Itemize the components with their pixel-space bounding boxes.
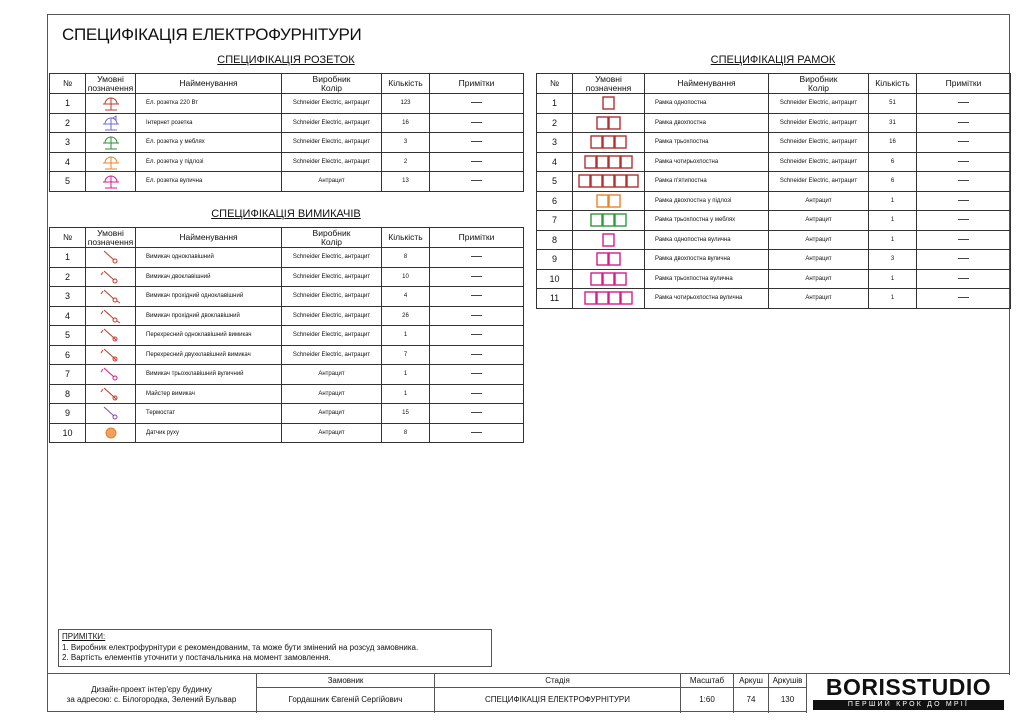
row-notes xyxy=(430,384,524,404)
table-row xyxy=(537,94,1011,114)
row-name: Ел. розетка 220 Вт xyxy=(136,94,282,114)
row-notes xyxy=(430,113,524,133)
power-socket-icon xyxy=(86,95,135,111)
row-maker: Антрацит xyxy=(769,230,869,250)
row-qty: 16 xyxy=(869,133,917,153)
row-name: Ел. розетка у підлозі xyxy=(136,152,282,172)
stamp-sheet xyxy=(734,674,769,713)
table-row xyxy=(537,191,1011,211)
empty-note-dash xyxy=(471,432,482,433)
empty-note-dash xyxy=(958,161,969,162)
row-qty: 6 xyxy=(869,172,917,192)
table-row xyxy=(50,345,524,365)
empty-note-dash xyxy=(471,295,482,296)
row-num: 2 xyxy=(537,113,573,133)
frames-section-title: СПЕЦИФІКАЦІЯ РАМОК xyxy=(710,54,836,66)
col-notes: Примітки xyxy=(917,74,1011,94)
frame-2-outdoor-icon xyxy=(573,252,644,266)
row-name: Рамка трьохпостна у меблях xyxy=(645,211,769,231)
stamp-sheets xyxy=(769,674,807,713)
stamp-scale xyxy=(681,674,734,713)
col-symbol: Умовні позначення xyxy=(573,74,645,94)
row-maker: Schneider Electric, антрацит xyxy=(282,133,382,153)
note-item-1: 1. Виробник електрофурнітури є рекомендованим, та може бути змінений на розсуд замовника. xyxy=(62,642,419,652)
row-notes xyxy=(430,306,524,326)
row-maker: Schneider Electric, антрацит xyxy=(282,326,382,346)
row-num: 4 xyxy=(50,306,86,326)
row-name: Вимикач двоклавішний xyxy=(136,267,282,287)
empty-note-dash xyxy=(958,102,969,103)
empty-note-dash xyxy=(958,278,969,279)
empty-note-dash xyxy=(471,141,482,142)
row-maker: Schneider Electric, антрацит xyxy=(282,94,382,114)
row-qty: 1 xyxy=(869,211,917,231)
sockets-table xyxy=(49,73,524,192)
note-item-2: 2. Вартість елементів уточнити у постачальника на момент замовлення. xyxy=(62,653,331,662)
master-switch-icon xyxy=(86,386,135,402)
row-symbol xyxy=(86,267,136,287)
row-notes xyxy=(917,230,1011,250)
notes-box xyxy=(58,629,492,667)
row-maker: Schneider Electric, антрацит xyxy=(282,345,382,365)
row-num: 7 xyxy=(537,211,573,231)
row-qty: 123 xyxy=(382,94,430,114)
row-name: Перехресний одноклавішний вимикач xyxy=(136,326,282,346)
row-num: 2 xyxy=(50,267,86,287)
row-num: 6 xyxy=(50,345,86,365)
row-num: 9 xyxy=(537,250,573,270)
row-qty: 13 xyxy=(382,172,430,192)
table-row xyxy=(537,113,1011,133)
table-row xyxy=(50,248,524,268)
empty-note-dash xyxy=(471,373,482,374)
frame-3-icon xyxy=(573,135,644,149)
row-notes xyxy=(917,94,1011,114)
empty-note-dash xyxy=(471,102,482,103)
table-row xyxy=(537,152,1011,172)
row-maker: Schneider Electric, антрацит xyxy=(282,152,382,172)
row-maker: Антрацит xyxy=(282,423,382,443)
empty-note-dash xyxy=(471,412,482,413)
row-maker: Антрацит xyxy=(769,211,869,231)
row-name: Рамка трьохпостна вулична xyxy=(645,269,769,289)
row-notes xyxy=(917,289,1011,309)
furniture-socket-icon xyxy=(86,134,135,150)
row-qty: 1 xyxy=(382,365,430,385)
empty-note-dash xyxy=(958,200,969,201)
table-row xyxy=(50,152,524,172)
empty-note-dash xyxy=(958,122,969,123)
row-symbol xyxy=(86,172,136,192)
switch-pass-double-icon xyxy=(86,308,135,324)
row-notes xyxy=(430,287,524,307)
row-notes xyxy=(430,248,524,268)
sheets-label: Аркушів xyxy=(769,674,806,688)
table-row xyxy=(50,365,524,385)
table-row xyxy=(50,94,524,114)
sheet-label: Аркуш xyxy=(734,674,768,688)
row-maker: Schneider Electric, антрацит xyxy=(769,172,869,192)
table-row xyxy=(50,384,524,404)
table-row xyxy=(50,113,524,133)
row-maker: Schneider Electric, антрацит xyxy=(282,267,382,287)
row-num: 10 xyxy=(537,269,573,289)
row-num: 8 xyxy=(537,230,573,250)
logo-name: BORISSTUDIO xyxy=(825,674,992,700)
row-qty: 31 xyxy=(869,113,917,133)
empty-note-dash xyxy=(471,354,482,355)
empty-note-dash xyxy=(958,180,969,181)
table-row xyxy=(50,267,524,287)
row-name: Ел. розетка у меблях xyxy=(136,133,282,153)
row-qty: 16 xyxy=(382,113,430,133)
stage-value: СПЕЦИФІКАЦІЯ ЕЛЕКТРОФУРНІТУРИ xyxy=(484,695,631,704)
empty-note-dash xyxy=(471,161,482,162)
empty-note-dash xyxy=(471,276,482,277)
row-name: Ел. розетка вулична xyxy=(136,172,282,192)
row-symbol xyxy=(86,152,136,172)
scale-value: 1:60 xyxy=(699,695,715,704)
row-num: 1 xyxy=(537,94,573,114)
client-label: Замовник xyxy=(257,674,434,688)
switches-section-title: СПЕЦИФІКАЦІЯ ВИМИКАЧІВ xyxy=(211,208,361,220)
row-num: 11 xyxy=(537,289,573,309)
row-num: 7 xyxy=(50,365,86,385)
table-row xyxy=(50,133,524,153)
row-maker: Schneider Electric, антрацит xyxy=(282,113,382,133)
row-notes xyxy=(917,250,1011,270)
table-row xyxy=(537,211,1011,231)
row-qty: 2 xyxy=(382,152,430,172)
row-symbol xyxy=(573,172,645,192)
row-notes xyxy=(430,172,524,192)
row-qty: 26 xyxy=(382,306,430,326)
switch-double-icon xyxy=(86,269,135,285)
col-name: Найменування xyxy=(645,74,769,94)
row-maker: Антрацит xyxy=(769,269,869,289)
thermostat-icon xyxy=(86,405,135,421)
row-symbol xyxy=(86,326,136,346)
row-maker: Schneider Electric, антрацит xyxy=(282,287,382,307)
empty-note-dash xyxy=(471,393,482,394)
switch-single-icon xyxy=(86,249,135,265)
row-qty: 4 xyxy=(382,287,430,307)
frame-1-outdoor-icon xyxy=(573,233,644,247)
row-symbol xyxy=(86,345,136,365)
row-name: Вимикач одноклавішний xyxy=(136,248,282,268)
row-symbol xyxy=(573,269,645,289)
row-num: 5 xyxy=(50,172,86,192)
table-row xyxy=(537,269,1011,289)
row-maker: Антрацит xyxy=(282,384,382,404)
col-name: Найменування xyxy=(136,74,282,94)
row-name: Рамка трьохпостна xyxy=(645,133,769,153)
row-notes xyxy=(430,94,524,114)
row-num: 5 xyxy=(537,172,573,192)
empty-note-dash xyxy=(471,334,482,335)
row-name: Термостат xyxy=(136,404,282,424)
empty-note-dash xyxy=(471,256,482,257)
empty-note-dash xyxy=(958,258,969,259)
row-num: 10 xyxy=(50,423,86,443)
row-num: 3 xyxy=(50,133,86,153)
row-qty: 1 xyxy=(869,191,917,211)
row-maker: Schneider Electric, антрацит xyxy=(769,94,869,114)
empty-note-dash xyxy=(471,122,482,123)
row-name: Рамка чотирьохпостна вулична xyxy=(645,289,769,309)
frame-3-furniture-icon xyxy=(573,213,644,227)
sheets-value: 130 xyxy=(780,695,795,704)
row-name: Вимикач прохідний одноклавішний xyxy=(136,287,282,307)
row-num: 1 xyxy=(50,94,86,114)
row-symbol xyxy=(86,94,136,114)
row-num: 5 xyxy=(50,326,86,346)
frame-4-outdoor-icon xyxy=(573,291,644,305)
row-num: 6 xyxy=(537,191,573,211)
col-num: № xyxy=(50,228,86,248)
row-maker: Schneider Electric, антрацит xyxy=(769,113,869,133)
row-symbol xyxy=(86,287,136,307)
table-row xyxy=(50,172,524,192)
row-maker: Антрацит xyxy=(282,365,382,385)
row-qty: 8 xyxy=(382,423,430,443)
row-maker: Антрацит xyxy=(769,250,869,270)
outdoor-socket-icon xyxy=(86,173,135,189)
row-symbol xyxy=(573,113,645,133)
row-name: Інтернет розетка xyxy=(136,113,282,133)
row-notes xyxy=(917,113,1011,133)
row-notes xyxy=(430,404,524,424)
empty-note-dash xyxy=(958,141,969,142)
row-name: Рамка двохпостна вулична xyxy=(645,250,769,270)
col-maker: Виробник Колір xyxy=(769,74,869,94)
row-qty: 1 xyxy=(869,289,917,309)
row-maker: Schneider Electric, антрацит xyxy=(769,152,869,172)
empty-note-dash xyxy=(471,315,482,316)
row-qty: 1 xyxy=(869,269,917,289)
stamp-project xyxy=(47,674,257,713)
col-num: № xyxy=(50,74,86,94)
motion-sensor-icon xyxy=(86,425,135,441)
row-name: Рамка однопостна xyxy=(645,94,769,114)
project-line-1: Дизайн-проект інтер'єру будинку xyxy=(91,685,212,694)
row-symbol xyxy=(573,250,645,270)
table-row xyxy=(537,230,1011,250)
frame-2-floor-icon xyxy=(573,194,644,208)
row-maker: Антрацит xyxy=(282,404,382,424)
col-qty: Кількість xyxy=(382,228,430,248)
studio-logo xyxy=(807,675,1010,712)
row-qty: 7 xyxy=(382,345,430,365)
row-symbol xyxy=(573,230,645,250)
row-symbol xyxy=(86,423,136,443)
row-notes xyxy=(430,365,524,385)
row-name: Рамка однопостна вулична xyxy=(645,230,769,250)
client-value: Гордашник Євгеній Сергійович xyxy=(288,695,403,704)
row-qty: 51 xyxy=(869,94,917,114)
switch-cross-double-icon xyxy=(86,347,135,363)
row-name: Рамка двохпостна у підлозі xyxy=(645,191,769,211)
frame-4-icon xyxy=(573,155,644,169)
row-qty: 15 xyxy=(382,404,430,424)
switch-pass-single-icon xyxy=(86,288,135,304)
frame-2-icon xyxy=(573,116,644,130)
row-maker: Schneider Electric, антрацит xyxy=(282,306,382,326)
row-qty: 8 xyxy=(382,248,430,268)
row-symbol xyxy=(573,289,645,309)
row-num: 2 xyxy=(50,113,86,133)
row-symbol xyxy=(573,211,645,231)
col-qty: Кількість xyxy=(869,74,917,94)
frame-1-icon xyxy=(573,96,644,110)
sockets-section-title: СПЕЦИФІКАЦІЯ РОЗЕТОК xyxy=(217,54,355,66)
table-row xyxy=(50,326,524,346)
row-maker: Антрацит xyxy=(282,172,382,192)
row-notes xyxy=(430,423,524,443)
scale-label: Масштаб xyxy=(681,674,733,688)
row-notes xyxy=(917,133,1011,153)
row-name: Вимикач трьохклавішний вуличний xyxy=(136,365,282,385)
row-name: Майстер вимикач xyxy=(136,384,282,404)
row-qty: 3 xyxy=(869,250,917,270)
table-row xyxy=(537,250,1011,270)
row-notes xyxy=(917,172,1011,192)
table-row xyxy=(537,289,1011,309)
row-symbol xyxy=(86,384,136,404)
row-notes xyxy=(917,269,1011,289)
col-num: № xyxy=(537,74,573,94)
row-notes xyxy=(430,152,524,172)
row-qty: 1 xyxy=(382,384,430,404)
row-symbol xyxy=(86,248,136,268)
row-name: Рамка чотирьохпостна xyxy=(645,152,769,172)
row-notes xyxy=(430,267,524,287)
switch-outdoor-icon xyxy=(86,366,135,382)
table-row xyxy=(50,404,524,424)
frame-3-outdoor-icon xyxy=(573,272,644,286)
page-title: СПЕЦИФІКАЦІЯ ЕЛЕКТРОФУРНІТУРИ xyxy=(62,25,362,44)
col-maker: Виробник Колір xyxy=(282,74,382,94)
row-num: 4 xyxy=(537,152,573,172)
sheet-value: 74 xyxy=(746,695,756,704)
row-name: Вимикач прохідний двоклавішний xyxy=(136,306,282,326)
row-symbol xyxy=(573,191,645,211)
row-notes xyxy=(917,191,1011,211)
row-maker: Антрацит xyxy=(769,289,869,309)
stage-label: Стадія xyxy=(435,674,680,688)
row-symbol xyxy=(86,404,136,424)
row-qty: 6 xyxy=(869,152,917,172)
row-symbol xyxy=(86,133,136,153)
col-notes: Примітки xyxy=(430,228,524,248)
row-qty: 1 xyxy=(869,230,917,250)
logo-tagline: ПЕРШИЙ КРОК ДО МРІЇ xyxy=(813,700,1004,710)
row-symbol xyxy=(86,113,136,133)
row-symbol xyxy=(86,306,136,326)
empty-note-dash xyxy=(471,180,482,181)
project-line-2: за адресою: с. Білогородка, Зелений Бульвар xyxy=(66,695,237,704)
row-name: Датчик руху xyxy=(136,423,282,443)
row-qty: 3 xyxy=(382,133,430,153)
row-notes xyxy=(430,326,524,346)
empty-note-dash xyxy=(958,297,969,298)
row-maker: Schneider Electric, антрацит xyxy=(282,248,382,268)
row-qty: 1 xyxy=(382,326,430,346)
row-qty: 10 xyxy=(382,267,430,287)
col-symbol: Умовні позначення xyxy=(86,74,136,94)
table-row xyxy=(537,172,1011,192)
table-row xyxy=(50,306,524,326)
internet-socket-icon xyxy=(86,115,135,131)
table-row xyxy=(50,287,524,307)
frames-table xyxy=(536,73,1011,309)
row-name: Рамка п'ятипостна xyxy=(645,172,769,192)
empty-note-dash xyxy=(958,239,969,240)
switch-cross-single-icon xyxy=(86,327,135,343)
row-num: 3 xyxy=(50,287,86,307)
row-symbol xyxy=(573,94,645,114)
empty-note-dash xyxy=(958,219,969,220)
row-symbol xyxy=(86,365,136,385)
row-notes xyxy=(430,345,524,365)
row-name: Рамка двохпостна xyxy=(645,113,769,133)
row-num: 1 xyxy=(50,248,86,268)
row-maker: Антрацит xyxy=(769,191,869,211)
row-num: 9 xyxy=(50,404,86,424)
col-qty: Кількість xyxy=(382,74,430,94)
row-name: Перехресний двухклавішний вимикач xyxy=(136,345,282,365)
col-notes: Примітки xyxy=(430,74,524,94)
table-row xyxy=(50,423,524,443)
row-num: 4 xyxy=(50,152,86,172)
row-notes xyxy=(430,133,524,153)
row-maker: Schneider Electric, антрацит xyxy=(769,133,869,153)
col-symbol: Умовні позначення xyxy=(86,228,136,248)
row-symbol xyxy=(573,152,645,172)
row-num: 8 xyxy=(50,384,86,404)
frame-5-icon xyxy=(573,174,644,188)
row-notes xyxy=(917,211,1011,231)
stamp-stage xyxy=(435,674,681,713)
row-num: 3 xyxy=(537,133,573,153)
row-notes xyxy=(917,152,1011,172)
floor-socket-icon xyxy=(86,154,135,170)
row-symbol xyxy=(573,133,645,153)
notes-title: ПРИМІТКИ: xyxy=(62,632,106,641)
stamp-client xyxy=(257,674,435,713)
col-maker: Виробник Колір xyxy=(282,228,382,248)
col-name: Найменування xyxy=(136,228,282,248)
table-row xyxy=(537,133,1011,153)
switches-table xyxy=(49,227,524,443)
